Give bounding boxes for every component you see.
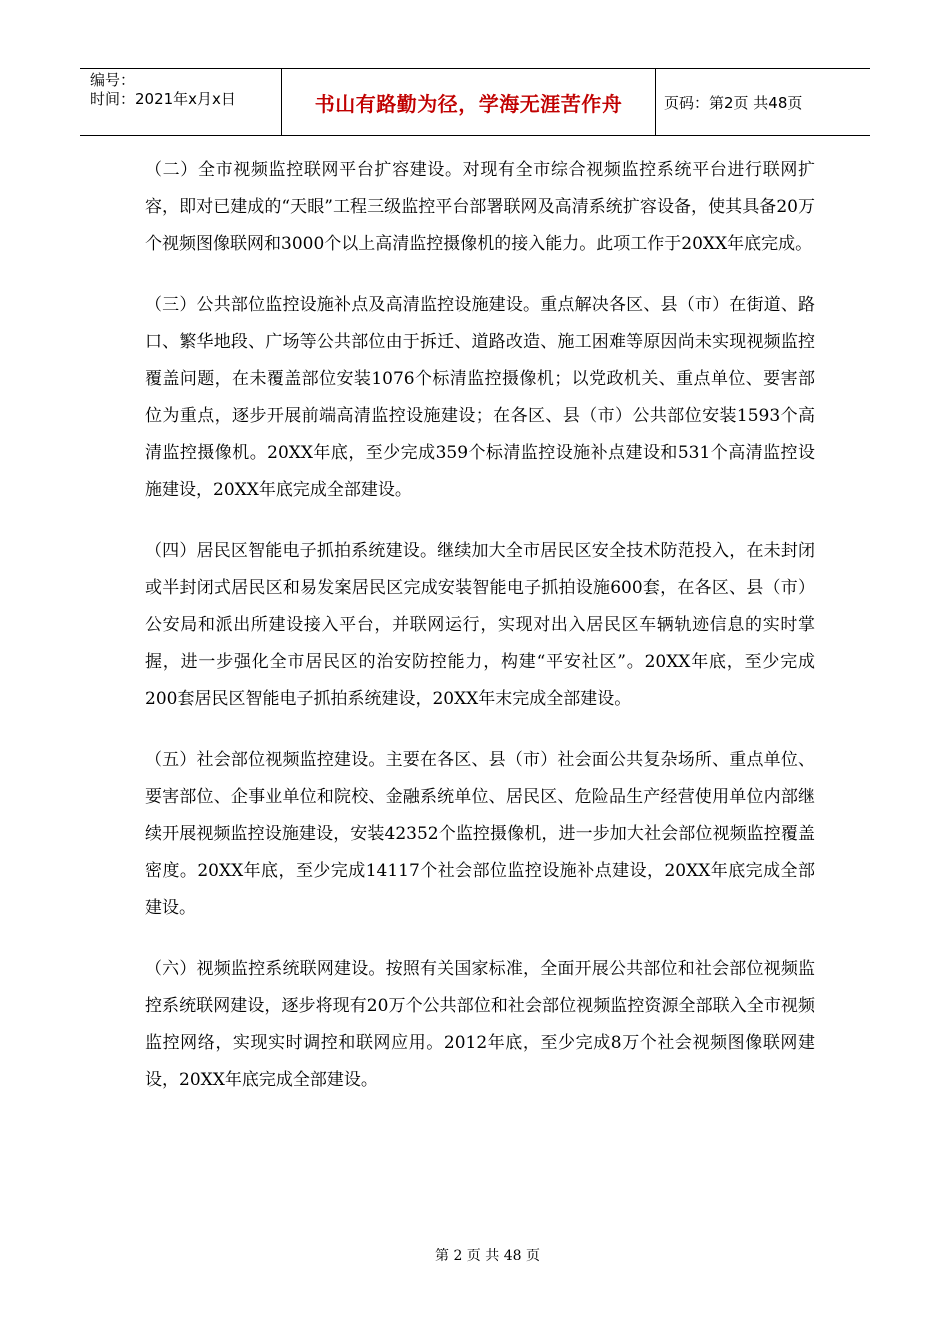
page-header: [80, 68, 870, 136]
paragraph-5: （五）社会部位视频监控建设。主要在各区、县（市）社会面公共复杂场所、重点单位、要害部位、企事业单位和院校、金融系统单位、居民区、危险品生产经营使用单位内部继续开展视频监控设施建设，安装42352个监控摄像机，进一步加大社会部位视频监控覆盖密度。20XX年底，至少完成14117个社会部位监控设施补点建设，20XX年底完成全部建设。: [145, 750, 815, 918]
document-body: [145, 152, 815, 1123]
paragraph-2: （二）全市视频监控联网平台扩容建设。对现有全市综合视频监控系统平台进行联网扩容，即对已建成的“天眼”工程三级监控平台部署联网及高清系统扩容设备，使其具备20万个视频图像联网和3000个以上高清监控摄像机的接入能力。此项工作于20XX年底完成。: [145, 160, 815, 254]
paragraph-3: （三）公共部位监控设施补点及高清监控设施建设。重点解决各区、县（市）在街道、路口、繁华地段、广场等公共部位由于拆迁、道路改造、施工困难等原因尚未实现视频监控覆盖问题，在未覆盖部位安装1076个标清监控摄像机；以党政机关、重点单位、要害部位为重点，逐步开展前端高清监控设施建设；在各区、县（市）公共部位安装1593个高清监控摄像机。20XX年底，至少完成359个标清监控设施补点建设和531个高清监控设施建设，20XX年底完成全部建设。: [145, 295, 815, 500]
header-page-info: 页码：第2页 共48页: [664, 93, 803, 112]
header-motto: 书山有路勤为径，学海无涯苦作舟: [282, 69, 656, 135]
paragraph-6: （六）视频监控系统联网建设。按照有关国家标准，全面开展公共部位和社会部位视频监控系统联网建设，逐步将现有20万个公共部位和社会部位视频监控资源全部联入全市视频监控网络，实现实时调控和联网应用。2012年底，至少完成8万个社会视频图像联网建设，20XX年底完成全部建设。: [145, 959, 815, 1090]
header-meta: [80, 69, 282, 135]
document-number-label: 编号：: [90, 71, 136, 89]
document-date: 时间：2021年x月x日: [90, 90, 236, 108]
paragraph-4: （四）居民区智能电子抓拍系统建设。继续加大全市居民区安全技术防范投入，在未封闭或半封闭式居民区和易发案居民区完成安装智能电子抓拍设施600套，在各区、县（市）公安局和派出所建设接入平台，并联网运行，实现对出入居民区车辆轨迹信息的实时掌握，进一步强化全市居民区的治安防控能力，构建“平安社区”。20XX年底，至少完成200套居民区智能电子抓拍系统建设，20XX年末完成全部建设。: [145, 541, 815, 709]
page-footer: 第 2 页 共 48 页: [435, 1248, 540, 1264]
